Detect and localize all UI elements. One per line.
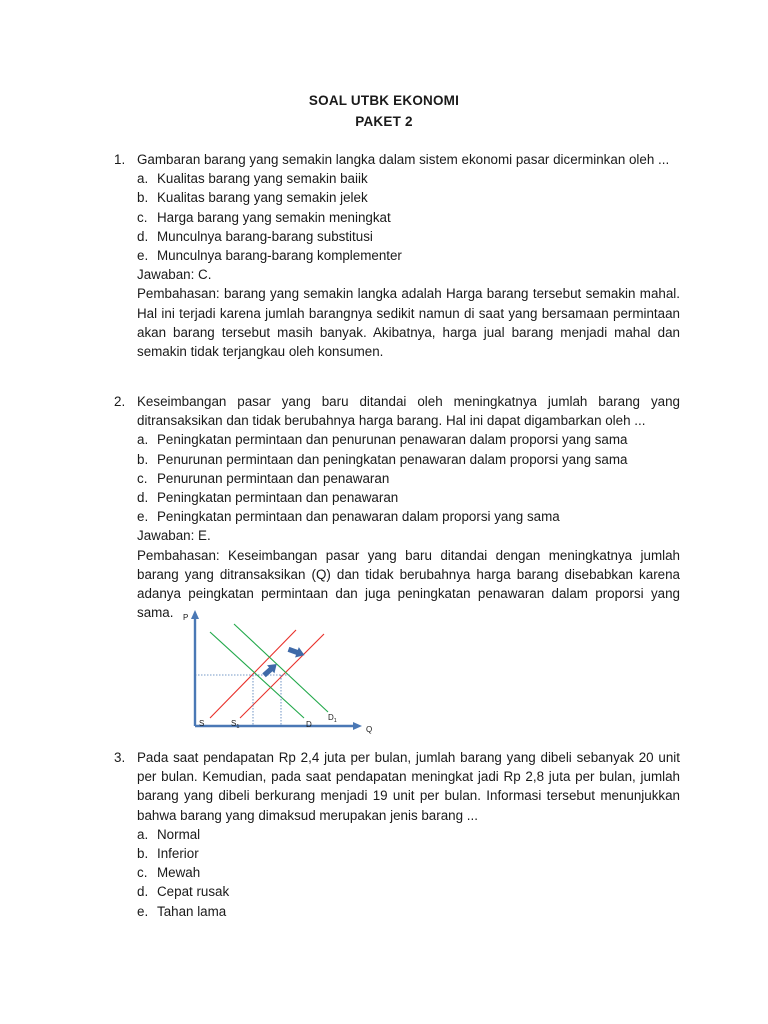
explanation-line: adanya peingkatan permintaan dan juga peningkatan penawaran dalam proporsi yang [137, 586, 680, 602]
demand-shift-arrow [287, 644, 307, 660]
explanation-line: barang yang ditransaksikan (Q) dan tidak berubahnya harga barang disebabkan karena [137, 566, 680, 582]
question-stem: Pada saat pendapatan Rp 2,4 juta per bulan, jumlah barang yang dibeli sebanyak 20 unit per bulan. Kemudian, pada saat pendapatan meningkat jadi Rp 2,8 juta per bulan, jumlah barang yang dibeli berkurang menjadi 19 unit per bulan. Informasi tersebut menunjukkan bahwa barang yang dimaksud merupakan jenis barang ... [137, 750, 680, 823]
option-list [137, 825, 680, 921]
explanation-text: Pembahasan: barang yang semakin langka adalah Harga barang tersebut semakin mahal. Hal ini terjadi karena jumlah barangnya sedikit namun di saat yang bersamaan permintaan akan barang tersebut masih banyak. Akibatnya, harga jual barang menjadi mahal dan semakin tidak terjangkau oleh konsumen. [137, 286, 680, 360]
question-stem: Keseimbangan pasar yang baru ditandai oleh meningkatnya jumlah barang yang ditransaksikan dan tidak berubahnya harga barang. Hal ini dapat digambarkan oleh ... [137, 394, 680, 429]
option-list [137, 169, 680, 265]
option-c: c. Harga barang yang semakin meningkat [137, 209, 391, 225]
option-list [137, 430, 680, 526]
question-number: 1. [114, 152, 126, 167]
option-d: d. Munculnya barang-barang substitusi [137, 228, 373, 244]
question-1 [114, 150, 680, 361]
question-number: 3. [114, 750, 126, 765]
option-d: d. Cepat rusak [137, 884, 230, 900]
curve-label-d1: $D_1$ [328, 713, 337, 724]
option-a: a. Peningkatan permintaan dan penurunan penawaran dalam proporsi yang sama [137, 432, 628, 448]
option-e: e. Munculnya barang-barang komplementer [137, 248, 402, 264]
explanation-line: sama. [137, 605, 174, 621]
option-b: b. Penurunan permintaan dan peningkatan penawaran dalam proporsi yang sama [137, 451, 628, 467]
y-axis-arrowhead [191, 610, 199, 619]
x-axis-label: Q [366, 725, 373, 734]
option-b: b. Kualitas barang yang semakin jelek [137, 190, 368, 206]
answer-text: Jawaban: E. [137, 528, 211, 544]
option-a: a. Normal [137, 826, 201, 842]
question-stem: Gambaran barang yang semakin langka dalam sistem ekonomi pasar dicerminkan oleh ... [137, 152, 670, 167]
document-title: SOAL UTBK EKONOMI [308, 93, 460, 108]
question-number: 2. [114, 394, 126, 409]
demand-curve-d1 [234, 624, 328, 712]
question-3 [114, 748, 680, 921]
option-a: a. Kualitas barang yang semakin baiik [137, 171, 368, 187]
option-d: d. Peningkatan permintaan dan penawaran [137, 490, 399, 506]
curve-label-s: S [199, 719, 205, 728]
option-b: b. Inferior [137, 846, 199, 862]
document-subtitle: PAKET 2 [355, 114, 413, 129]
option-e: e. Tahan lama [137, 903, 227, 919]
supply-demand-diagram [183, 608, 376, 736]
option-e: e. Peningkatan permintaan dan penawaran dalam proporsi yang sama [137, 509, 560, 525]
option-c: c. Mewah [137, 865, 201, 881]
x-axis-arrowhead [353, 722, 362, 730]
question-2 [114, 392, 680, 622]
explanation-line: Pembahasan: Keseimbangan pasar yang baru ditandai dengan meningkatnya jumlah [137, 547, 680, 563]
curve-label-s1: $S_1$ [231, 719, 240, 730]
answer-text: Jawaban: C. [137, 267, 212, 283]
option-c: c. Penurunan permintaan dan penawaran [137, 470, 390, 486]
y-axis-label: P [183, 613, 189, 622]
curve-label-d: D [306, 720, 312, 729]
